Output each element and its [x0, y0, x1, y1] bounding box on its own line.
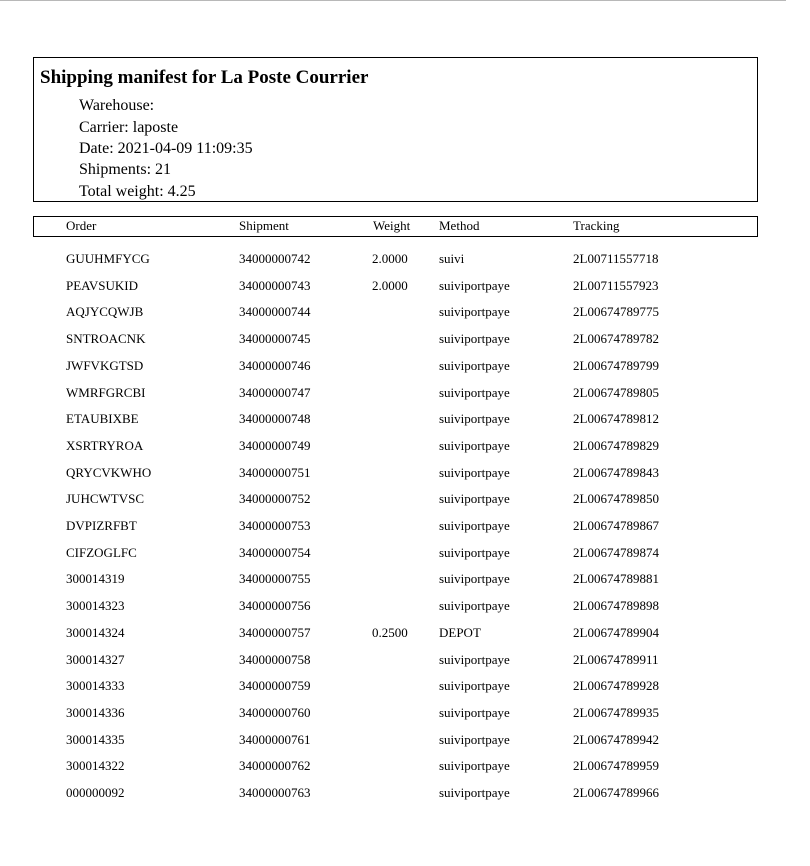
- column-header-order: Order: [66, 218, 97, 233]
- table-row: [0, 357, 786, 383]
- order-cell: ETAUBIXBE: [66, 411, 139, 427]
- method-cell: suiviportpaye: [439, 758, 510, 774]
- shipment-cell: 34000000748: [239, 411, 311, 427]
- method-cell: suiviportpaye: [439, 651, 510, 667]
- table-row: [0, 464, 786, 490]
- tracking-cell: 2L00674789782: [573, 331, 659, 347]
- tracking-cell: 2L00674789928: [573, 678, 659, 694]
- order-cell: PEAVSUKID: [66, 277, 138, 293]
- tracking-cell: 2L00674789874: [573, 544, 659, 560]
- shipment-cell: 34000000754: [239, 544, 311, 560]
- order-cell: XSRTRYROA: [66, 437, 144, 453]
- tracking-cell: 2L00674789843: [573, 464, 659, 480]
- manifest-header: [33, 57, 758, 202]
- tracking-cell: 2L00674789881: [573, 571, 659, 587]
- shipment-cell: 34000000760: [239, 704, 311, 720]
- shipment-cell: 34000000755: [239, 571, 311, 587]
- warehouse-label: Warehouse:: [79, 97, 155, 114]
- order-cell: CIFZOGLFC: [66, 544, 137, 560]
- column-header-method: Method: [439, 218, 480, 233]
- table-row: [0, 437, 786, 463]
- method-cell: suiviportpaye: [439, 437, 510, 453]
- page-top-border: [0, 0, 786, 1]
- order-cell: AQJYCQWJB: [66, 304, 144, 320]
- shipment-cell: 34000000744: [239, 304, 311, 320]
- table-row: [0, 517, 786, 543]
- order-cell: 300014322: [66, 758, 125, 774]
- tracking-cell: 2L00674789898: [573, 598, 659, 614]
- shipment-cell: 34000000742: [239, 251, 311, 266]
- order-cell: DVPIZRFBT: [66, 518, 137, 533]
- table-row: [0, 330, 786, 356]
- shipment-cell: 34000000756: [239, 598, 311, 614]
- viewer-margin: [786, 0, 810, 866]
- tracking-cell: 2L00674789959: [573, 758, 659, 774]
- method-cell: suivi: [439, 251, 465, 266]
- shipment-cell: 34000000749: [239, 437, 311, 453]
- shipment-cell: 34000000751: [239, 464, 311, 480]
- shipments-count: Shipments: 21: [79, 161, 172, 178]
- carrier-label: Carrier: laposte: [79, 119, 179, 136]
- table-row: [0, 757, 786, 783]
- method-cell: suiviportpaye: [439, 357, 510, 373]
- column-header-weight: Weight: [373, 218, 411, 233]
- order-cell: WMRFGRCBI: [66, 384, 146, 400]
- method-cell: suiviportpaye: [439, 411, 510, 427]
- method-cell: suiviportpaye: [439, 491, 510, 507]
- table-row: [0, 651, 786, 677]
- tracking-cell: 2L00674789911: [573, 651, 659, 667]
- method-cell: suiviportpaye: [439, 598, 510, 614]
- table-row: [0, 490, 786, 516]
- order-cell: JUHCWTVSC: [66, 491, 145, 507]
- method-cell: suiviportpaye: [439, 731, 510, 747]
- tracking-cell: 2L00674789966: [573, 785, 659, 800]
- tracking-cell: 2L00674789799: [573, 357, 659, 373]
- method-cell: DEPOT: [439, 624, 481, 640]
- table-row: [0, 784, 786, 810]
- weight-cell: 0.2500: [372, 624, 408, 640]
- tracking-cell: 2L00674789775: [573, 304, 659, 320]
- shipment-cell: 34000000747: [239, 384, 311, 400]
- table-row: [0, 731, 786, 757]
- method-cell: suiviportpaye: [439, 544, 510, 560]
- table-header: [33, 216, 758, 237]
- shipment-cell: 34000000759: [239, 678, 311, 694]
- tracking-cell: 2L00674789942: [573, 731, 659, 747]
- shipment-cell: 34000000758: [239, 651, 311, 667]
- order-cell: 300014335: [66, 731, 125, 747]
- shipment-cell: 34000000761: [239, 731, 311, 747]
- tracking-cell: 2L00674789867: [573, 518, 659, 533]
- table-row: [0, 597, 786, 623]
- order-cell: 300014319: [66, 571, 125, 587]
- method-cell: suiviportpaye: [439, 678, 510, 694]
- tracking-cell: 2L00711557923: [573, 277, 659, 293]
- column-header-shipment: Shipment: [239, 218, 289, 233]
- weight-cell: 2.0000: [372, 251, 408, 266]
- tracking-cell: 2L00674789812: [573, 411, 659, 427]
- tracking-cell: 2L00674789850: [573, 491, 659, 507]
- order-cell: SNTROACNK: [66, 331, 146, 347]
- table-row: [0, 677, 786, 703]
- shipment-cell: 34000000753: [239, 518, 311, 533]
- order-cell: 300014323: [66, 598, 125, 614]
- order-cell: 300014327: [66, 651, 125, 667]
- shipment-cell: 34000000757: [239, 624, 311, 640]
- shipment-cell: 34000000743: [239, 277, 311, 293]
- method-cell: suiviportpaye: [439, 518, 510, 533]
- table-row: [0, 303, 786, 329]
- tracking-cell: 2L00674789805: [573, 384, 659, 400]
- shipment-cell: 34000000745: [239, 331, 311, 347]
- method-cell: suiviportpaye: [439, 304, 510, 320]
- order-cell: 300014324: [66, 624, 125, 640]
- order-cell: 000000092: [66, 785, 125, 800]
- shipment-cell: 34000000763: [239, 785, 311, 800]
- shipment-cell: 34000000746: [239, 357, 311, 373]
- method-cell: suiviportpaye: [439, 331, 510, 347]
- table-row: [0, 384, 786, 410]
- method-cell: suiviportpaye: [439, 571, 510, 587]
- shipment-cell: 34000000762: [239, 758, 311, 774]
- column-header-tracking: Tracking: [573, 218, 620, 233]
- order-cell: JWFVKGTSD: [66, 357, 144, 373]
- tracking-cell: 2L00674789829: [573, 437, 659, 453]
- method-cell: suiviportpaye: [439, 384, 510, 400]
- method-cell: suiviportpaye: [439, 785, 510, 800]
- method-cell: suiviportpaye: [439, 464, 510, 480]
- date-label: Date: 2021-04-09 11:09:35: [79, 140, 253, 157]
- table-row: [0, 704, 786, 730]
- shipment-cell: 34000000752: [239, 491, 311, 507]
- order-cell: QRYCVKWHO: [66, 464, 152, 480]
- table-row: [0, 624, 786, 650]
- table-row: [0, 277, 786, 303]
- table-row: [0, 250, 786, 276]
- weight-cell: 2.0000: [372, 277, 408, 293]
- method-cell: suiviportpaye: [439, 704, 510, 720]
- table-row: [0, 570, 786, 596]
- table-row: [0, 544, 786, 570]
- manifest-title: Shipping manifest for La Poste Courrier: [40, 67, 369, 88]
- tracking-cell: 2L00674789904: [573, 624, 659, 640]
- total-weight: Total weight: 4.25: [79, 183, 196, 200]
- method-cell: suiviportpaye: [439, 277, 510, 293]
- table-row: [0, 410, 786, 436]
- order-cell: 300014333: [66, 678, 125, 694]
- tracking-cell: 2L00711557718: [573, 251, 659, 266]
- order-cell: 300014336: [66, 704, 125, 720]
- order-cell: GUUHMFYCG: [66, 251, 150, 266]
- tracking-cell: 2L00674789935: [573, 704, 659, 720]
